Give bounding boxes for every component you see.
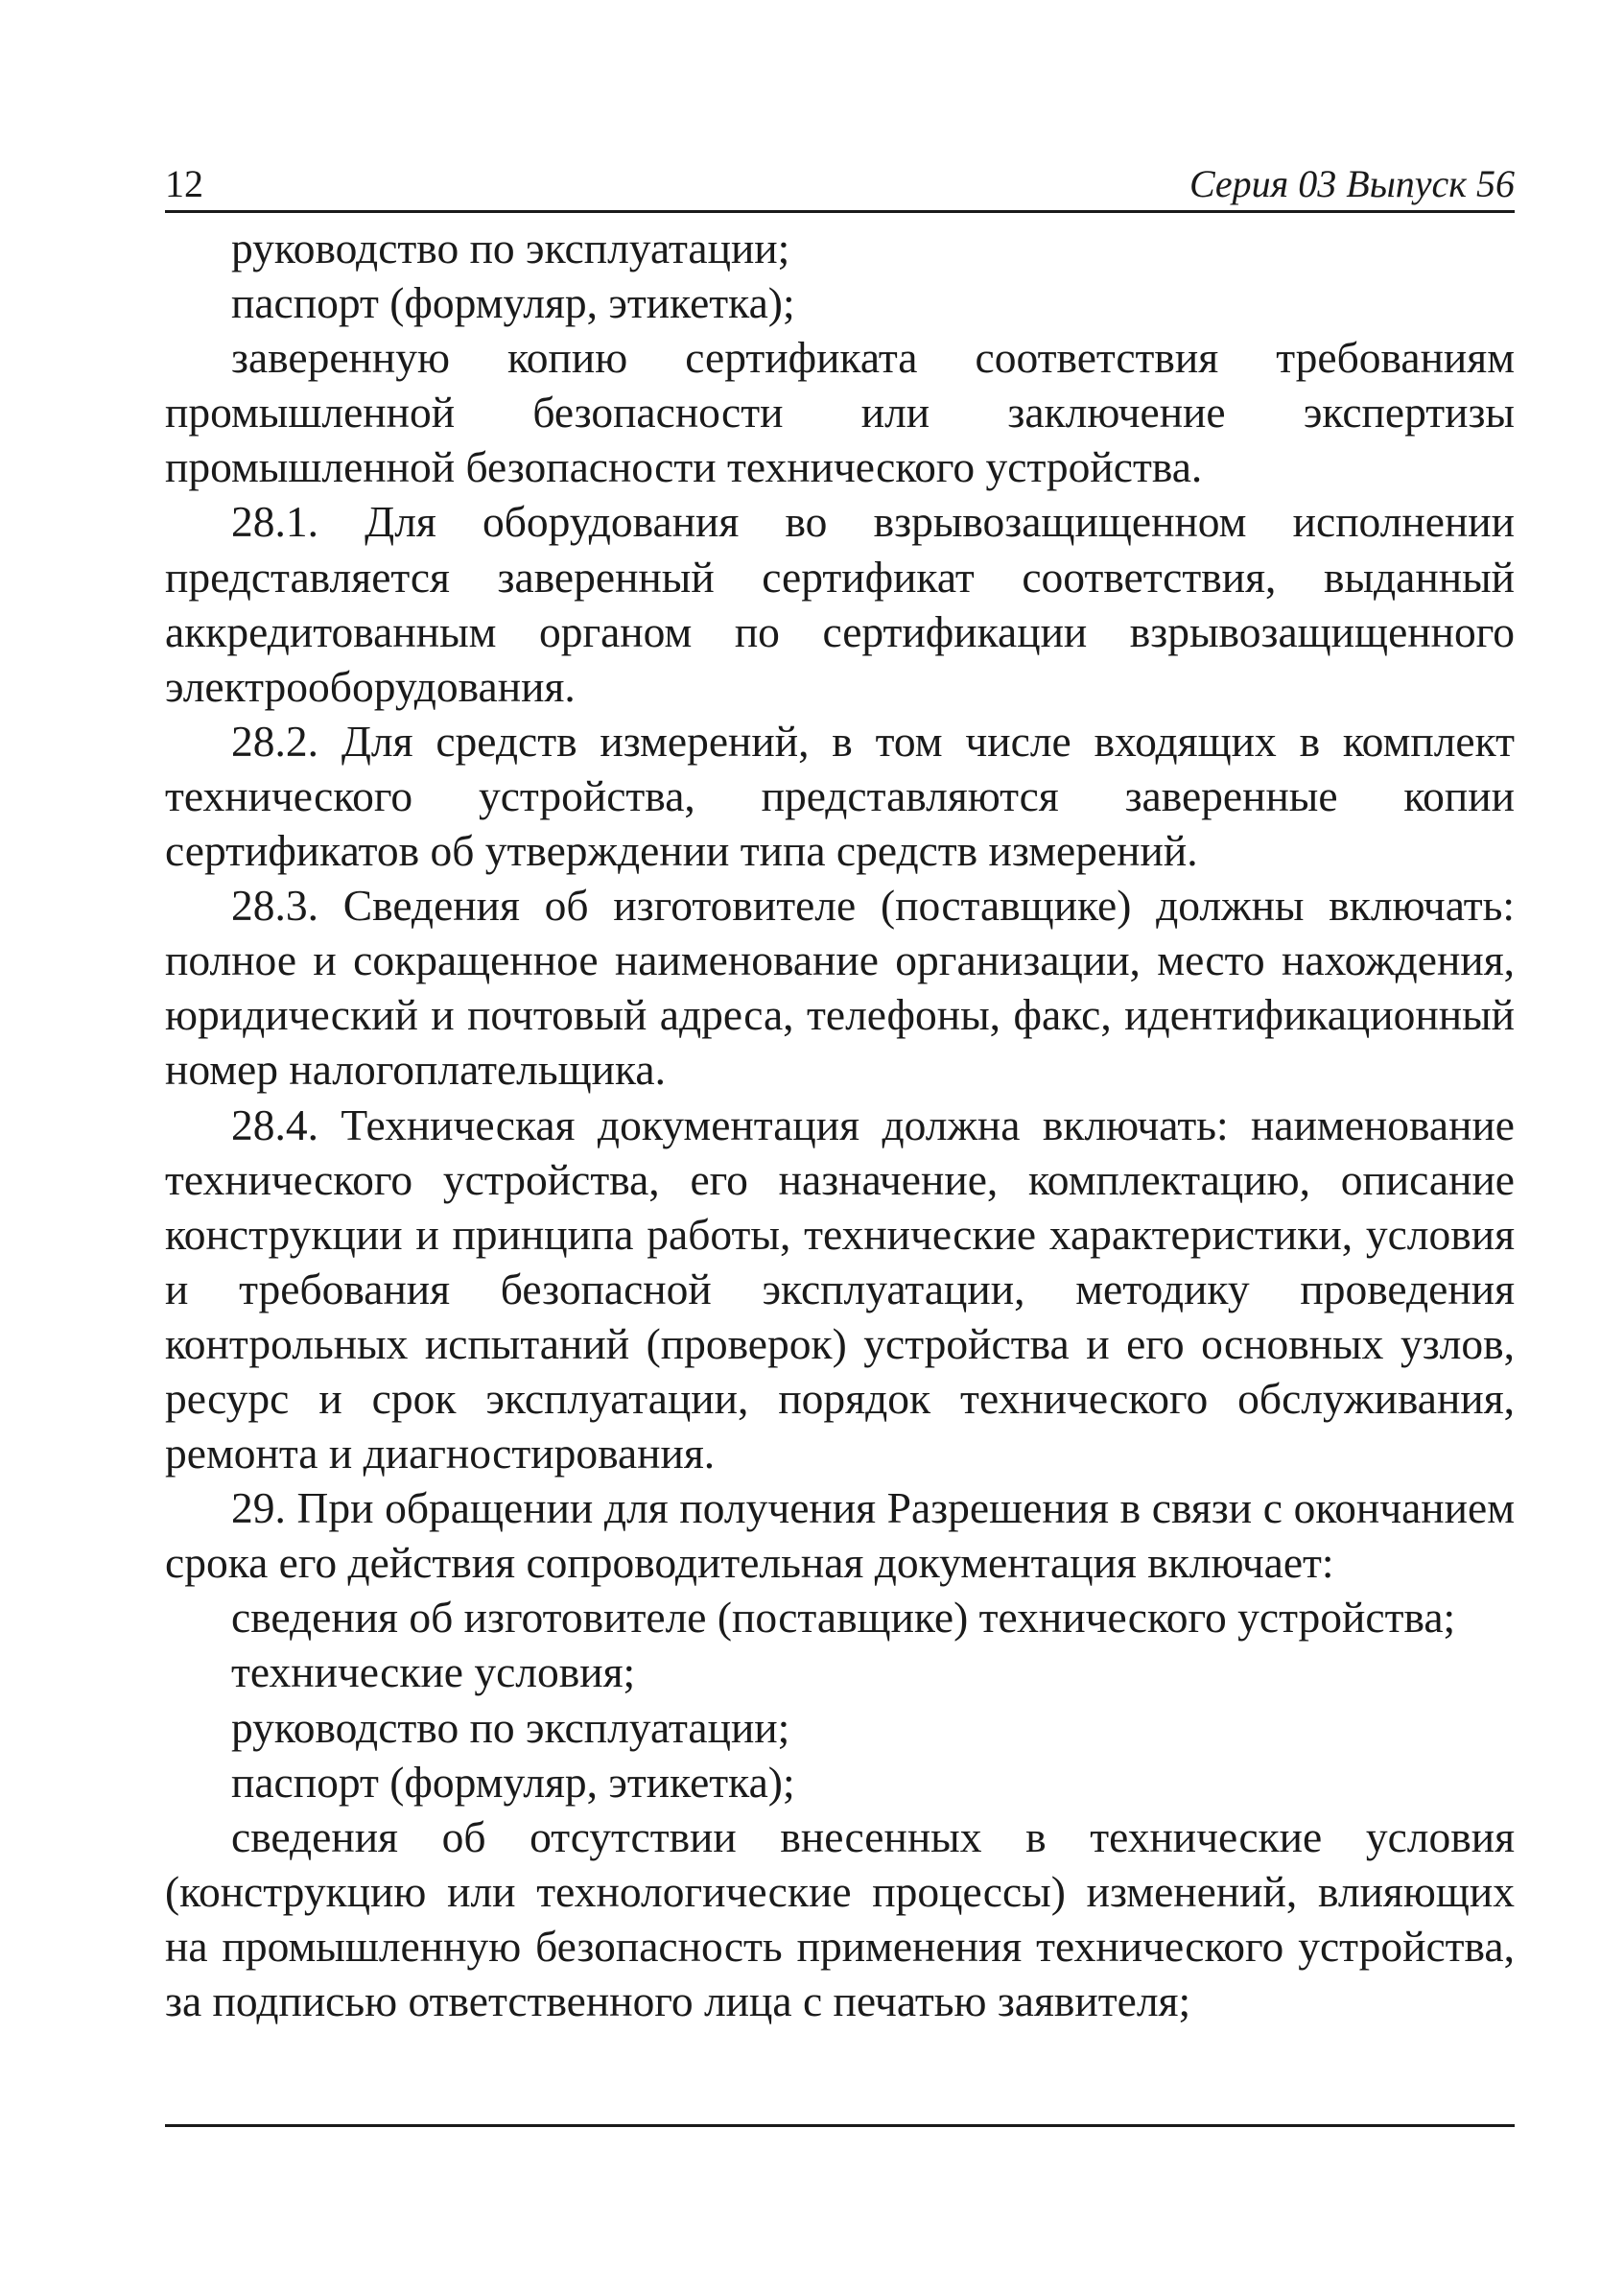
document-body [165, 221, 1515, 2028]
paragraph-28-4: 28.4. Техническая документация должна включать: наименование технического устройства, его назначение, комплектацию, описание конструкции и принципа работы, технические характеристики, условия и требования безопасной эксплуатации, методику проведения контрольных испытаний (проверок) устройства и его основных узлов, ресурс и срок эксплуатации, порядок технического обслуживания, ремонта и диагностирования. [165, 1100, 1515, 1478]
paragraph-passport: паспорт (формуляр, этикетка); [231, 278, 795, 328]
paragraph-manual-2: руководство по эксплуатации; [231, 1702, 790, 1752]
page-number: 12 [165, 162, 203, 205]
paragraph-28-3: 28.3. Сведения об изготовителе (поставщике) должны включать: полное и сокращенное наименование организации, место нахождения, юридический и почтовый адреса, телефоны, факс, идентификационный номер налогоплательщика. [165, 881, 1515, 1095]
paragraph-technical-conditions: технические условия; [231, 1647, 636, 1697]
series-title: Серия 03 Выпуск 56 [1189, 162, 1515, 205]
paragraph-29: 29. При обращении для получения Разрешения в связи с окончанием срока его действия сопроводительная документация включает: [165, 1483, 1515, 1588]
paragraph-manual: руководство по эксплуатации; [231, 224, 790, 272]
paragraph-certificate-copy: заверенную копию сертификата соответствия требованиям промышленной безопасности или заключение экспертизы промышленной безопасности технического устройства. [165, 333, 1515, 492]
paragraph-passport-2: паспорт (формуляр, этикетка); [231, 1757, 795, 1807]
paragraph-manufacturer-info: сведения об изготовителе (поставщике) технического устройства; [231, 1593, 1456, 1643]
footer-divider [165, 2124, 1515, 2127]
paragraph-28-2: 28.2. Для средств измерений, в том числе входящих в комплект технического устройства, представляются заверенные копии сертификатов об утверждении типа средств измерений. [165, 716, 1515, 876]
paragraph-no-changes-info: сведения об отсутствии внесенных в технические условия (конструкцию или технологические процессы) изменений, влияющих на промышленную безопасность применения технического устройства, за подписью ответственного лица с печатью заявителя; [165, 1811, 1515, 2025]
paragraph-28-1: 28.1. Для оборудования во взрывозащищенном исполнении представляется заверенный сертификат соответствия, выданный аккредитованным органом по сертификации взрывозащищенного электрооборудования. [165, 497, 1515, 711]
page-header [165, 161, 1515, 211]
header-divider [165, 210, 1515, 213]
